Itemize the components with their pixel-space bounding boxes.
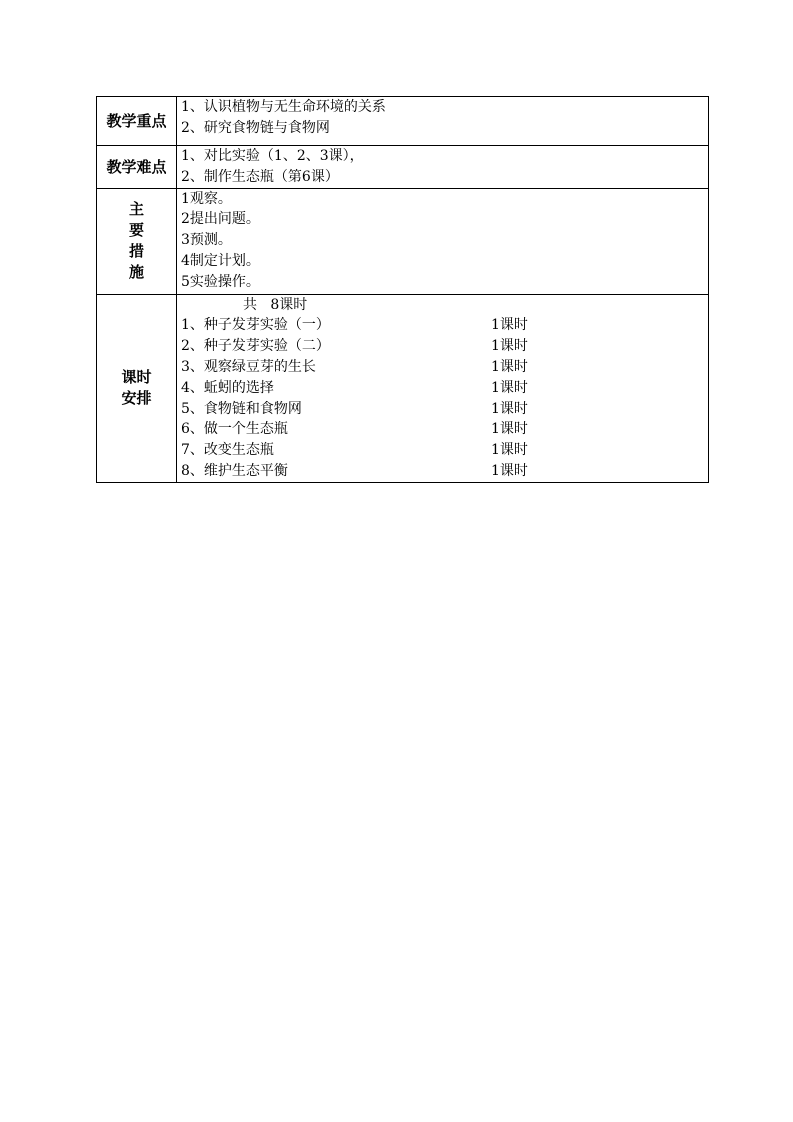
schedule-label-line: 安排 [121,389,152,408]
lesson-hours: 1课时 [491,400,528,417]
teaching-difficulties-content [177,146,709,189]
lesson-title: 2、种子发芽实验（二） [181,338,330,355]
lesson-title: 1、种子发芽实验（一） [181,317,330,334]
lesson-row [181,419,704,440]
main-measures-label-char: 措 [128,242,144,261]
key-point-item: 1、认识植物与无生命环境的关系 [181,99,386,115]
teaching-plan-table [96,96,709,483]
measure-item: 5实验操作。 [181,273,260,290]
schedule-label-line: 课时 [121,368,152,387]
measure-item: 1观察。 [181,190,232,207]
lesson-hours: 1课时 [491,379,528,396]
lesson-row [181,357,704,378]
lesson-title: 7、改变生态瓶 [181,442,274,459]
measure-item: 2提出问题。 [181,211,260,228]
lesson-row [181,336,704,357]
lesson-row [181,461,704,482]
teaching-key-points-row [97,97,709,146]
schedule-label [97,294,177,482]
key-point-item: 2、研究食物链与食物网 [181,119,330,136]
teaching-key-points-label: 教学重点 [97,97,177,146]
lesson-hours: 1课时 [491,317,528,334]
teaching-difficulties-row [97,146,709,189]
teaching-key-points-content [177,97,709,146]
measure-item: 4制定计划。 [181,252,260,269]
main-measures-label-char: 施 [128,263,144,282]
lesson-title: 6、做一个生态瓶 [181,421,288,438]
lesson-hours: 1课时 [491,358,528,375]
schedule-row [97,294,709,482]
lesson-hours: 1课时 [491,338,528,355]
main-measures-label [97,188,177,294]
teaching-difficulties-label: 教学难点 [97,146,177,189]
main-measures-row [97,188,709,294]
schedule-total: 共 8课时 [243,296,308,313]
main-measures-content [177,188,709,294]
lesson-row [181,315,704,336]
lesson-row [181,440,704,461]
lesson-title: 4、蚯蚓的选择 [181,379,274,396]
lesson-row [181,399,704,420]
lesson-hours: 1课时 [491,462,528,479]
measure-item: 3预测。 [181,232,232,249]
difficulty-item: 2、制作生态瓶（第6课） [181,168,339,185]
schedule-content [177,294,709,482]
main-measures-label-char: 主 [128,200,144,219]
difficulty-item: 1、对比实验（1、2、3课）， [181,148,364,164]
lesson-title: 5、食物链和食物网 [181,400,302,417]
lesson-title: 8、维护生态平衡 [181,462,288,479]
lesson-hours: 1课时 [491,442,528,459]
lesson-title: 3、观察绿豆芽的生长 [181,358,316,375]
main-measures-label-char: 要 [128,221,144,240]
lesson-hours: 1课时 [491,421,528,438]
lesson-row [181,378,704,399]
